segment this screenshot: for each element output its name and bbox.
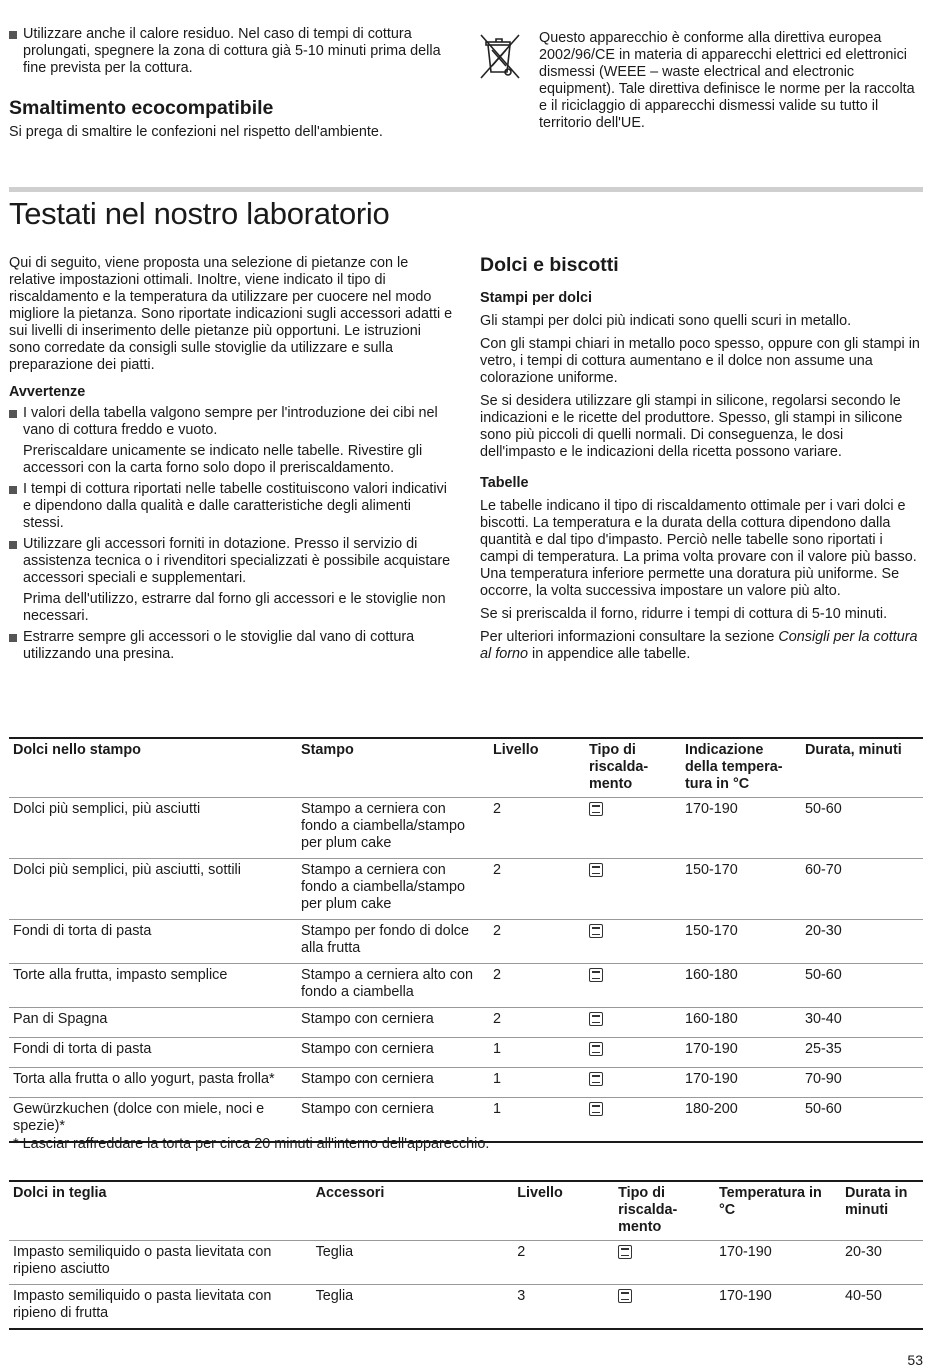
table1-cell-duration: 20-30 [801, 920, 923, 964]
table1-cell-heating [585, 1098, 681, 1143]
table1-row [9, 798, 923, 859]
table1-cell-dish: Torta alla frutta o allo yogurt, pasta frolla* [9, 1068, 297, 1098]
table1-row [9, 859, 923, 920]
disposal-text: Si prega di smaltire le confezioni nel rispetto dell'ambiente. [9, 124, 383, 140]
intro-paragraph: Qui di seguito, viene proposta una selezione di pietanze con le relative impostazioni ottimali. Inoltre, viene indicato il tipo di riscaldamento e la temperatura da utilizzare per cuocere nel modo migliore la pietanza. Sono riportate indicazioni sugli accessori adatti e sui livelli di inserimento delle pietanze più opportuni. Le istruzioni sono corredate da consigli sulle stoviglie da utilizzare e sulla preparazione dei piatti. [9, 255, 453, 373]
table1-cell-level: 2 [489, 798, 585, 859]
table2-cell-heating [614, 1241, 715, 1285]
table2-cell-level: 3 [513, 1285, 614, 1330]
tables-paragraph-2: Se si preriscalda il forno, ridurre i tempi di cottura di 5-10 minuti. [480, 606, 888, 622]
table1-cell-duration: 30-40 [801, 1008, 923, 1038]
tins-paragraph-1: Gli stampi per dolci più indicati sono quelli scuri in metallo. [480, 313, 852, 329]
table2-header-dish: Dolci in teglia [9, 1181, 312, 1241]
table2-row [9, 1285, 923, 1330]
left-column [9, 255, 454, 663]
table2-header-heating: Tipo di riscalda-mento [614, 1181, 715, 1241]
table1-cell-level: 2 [489, 859, 585, 920]
top-bottom-heat-icon [589, 1012, 603, 1026]
table1-header-level: Livello [489, 738, 585, 798]
avvertenze-heading: Avvertenze [9, 384, 86, 400]
table1-cell-temperature: 160-180 [681, 964, 801, 1008]
tables-paragraph-1: Le tabelle indicano il tipo di riscaldamento ottimale per i vari dolci e biscotti. La temperatura e la durata della cottura dipendono dalla quantità e dal tipo d'impasto. Perciò nelle tabelle sono riportati i campi di temperatura. La prima volta provare con il valore più basso. Una temperatura inferiore permette una doratura più uniforme. Se occorre, la volta successiva impostare un valore più alto. [480, 498, 917, 599]
table2-header-level: Livello [513, 1181, 614, 1241]
note-bullet-1: I valori della tabella valgono sempre per l'introduzione dei cibi nel vano di cottura freddo e vuoto. [9, 405, 454, 439]
table1-cell-dish: Fondi di torta di pasta [9, 920, 297, 964]
page-number: 53 [907, 1352, 923, 1368]
table1-cell-heating [585, 798, 681, 859]
table2-cell-temperature: 170-190 [715, 1285, 841, 1330]
table2-cell-dish: Impasto semiliquido o pasta lievitata con ripieno asciutto [9, 1241, 312, 1285]
table2-cell-heating [614, 1285, 715, 1330]
cakes-in-tins-table [9, 737, 923, 1143]
table1-cell-temperature: 170-190 [681, 1038, 801, 1068]
table1-cell-temperature: 170-190 [681, 798, 801, 859]
table1-cell-heating [585, 859, 681, 920]
table1-cell-tin: Stampo a cerniera con fondo a ciambella/stampo per plum cake [297, 859, 489, 920]
disposal-heading: Smaltimento ecocompatibile [9, 97, 274, 119]
table2-cell-level: 2 [513, 1241, 614, 1285]
page-title: Testati nel nostro laboratorio [9, 196, 390, 231]
table1-cell-tin: Stampo con cerniera [297, 1008, 489, 1038]
tables-paragraph-3: Per ulteriori informazioni consultare la sezione Consigli per la cottura al forno in appendice alle tabelle. [480, 629, 918, 662]
table1-cell-duration: 50-60 [801, 798, 923, 859]
table1-cell-dish: Dolci più semplici, più asciutti, sottili [9, 859, 297, 920]
table1-cell-duration: 60-70 [801, 859, 923, 920]
top-bottom-heat-icon [589, 1072, 603, 1086]
top-bottom-heat-icon [618, 1289, 632, 1303]
table2-row [9, 1241, 923, 1285]
top-bottom-heat-icon [589, 1042, 603, 1056]
table1-cell-tin: Stampo con cerniera [297, 1038, 489, 1068]
table2-header-temperature: Temperatura in °C [715, 1181, 841, 1241]
table1-header-tin: Stampo [297, 738, 489, 798]
table1-cell-temperature: 150-170 [681, 859, 801, 920]
table2-cell-duration: 40-50 [841, 1285, 923, 1330]
table1-cell-level: 2 [489, 964, 585, 1008]
table2-cell-duration: 20-30 [841, 1241, 923, 1285]
table2-cell-dish: Impasto semiliquido o pasta lievitata con ripieno di frutta [9, 1285, 312, 1330]
table1-cell-heating [585, 920, 681, 964]
section-divider [9, 187, 923, 192]
table1-cell-heating [585, 1038, 681, 1068]
table2-header-accessories: Accessori [312, 1181, 514, 1241]
table1-cell-dish: Fondi di torta di pasta [9, 1038, 297, 1068]
table1-cell-temperature: 150-170 [681, 920, 801, 964]
table1-cell-heating [585, 1008, 681, 1038]
tables-subheading: Tabelle [480, 475, 529, 491]
tins-paragraph-2: Con gli stampi chiari in metallo poco spesso, oppure con gli stampi in vetro, i tempi di cottura aumentano e il dolce non assume una colorazione uniforme. [480, 336, 920, 386]
table1-cell-tin: Stampo per fondo di dolce alla frutta [297, 920, 489, 964]
residual-heat-bullet: Utilizzare anche il calore residuo. Nel caso di tempi di cottura prolungati, spegnere la zona di cottura già 5-10 minuti prima della fine prevista per la cottura. [9, 26, 449, 77]
table2-cell-tin: Teglia [312, 1241, 514, 1285]
table2-cell-temperature: 170-190 [715, 1241, 841, 1285]
table1-cell-dish: Dolci più semplici, più asciutti [9, 798, 297, 859]
table1-cell-tin: Stampo a cerniera alto con fondo a ciambella [297, 964, 489, 1008]
top-bottom-heat-icon [589, 1102, 603, 1116]
table1-footnote: * Lasciar raffreddare la torta per circa 20 minuti all'interno dell'apparecchio. [13, 1136, 490, 1152]
table2-header-duration: Durata in minuti [841, 1181, 923, 1241]
table1-header-duration: Durata, minuti [801, 738, 923, 798]
table1-row [9, 964, 923, 1008]
top-bottom-heat-icon [589, 968, 603, 982]
note-bullet-4: Estrarre sempre gli accessori o le stoviglie dal vano di cottura utilizzando una presina. [9, 629, 454, 663]
table1-cell-level: 2 [489, 920, 585, 964]
note-bullet-1-extra: Preriscaldare unicamente se indicato nelle tabelle. Rivestire gli accessori con la carta forno solo dopo il preriscaldamento. [23, 443, 423, 476]
table1-cell-level: 1 [489, 1038, 585, 1068]
table1-cell-dish: Pan di Spagna [9, 1008, 297, 1038]
top-bottom-heat-icon [618, 1245, 632, 1259]
table1-cell-dish: Torte alla frutta, impasto semplice [9, 964, 297, 1008]
cross-reference: Consigli per la cottura al forno [480, 629, 918, 662]
table1-header-heating: Tipo di riscalda-mento [585, 738, 681, 798]
table1-header-dish: Dolci nello stampo [9, 738, 297, 798]
baking-tins-subheading: Stampi per dolci [480, 290, 592, 306]
table1-cell-temperature: 180-200 [681, 1098, 801, 1143]
table1-cell-duration: 25-35 [801, 1038, 923, 1068]
top-bottom-heat-icon [589, 924, 603, 938]
cakes-heading: Dolci e biscotti [480, 254, 619, 276]
table1-row [9, 1008, 923, 1038]
note-bullet-3: Utilizzare gli accessori forniti in dotazione. Presso il servizio di assistenza tecnica o i rivenditori specializzati è possibile acquistare accessori speciali e supplementari. [9, 536, 454, 587]
table1-cell-level: 2 [489, 1008, 585, 1038]
table1-row [9, 1038, 923, 1068]
table1-cell-duration: 50-60 [801, 1098, 923, 1143]
table1-cell-tin: Stampo con cerniera [297, 1098, 489, 1143]
top-bottom-heat-icon [589, 802, 603, 816]
table1-cell-level: 1 [489, 1098, 585, 1143]
crossed-out-wheelie-bin-icon [478, 30, 522, 82]
top-left-block [9, 26, 449, 141]
table1-cell-duration: 50-60 [801, 964, 923, 1008]
table1-cell-heating [585, 1068, 681, 1098]
note-bullet-2: I tempi di cottura riportati nelle tabelle costituiscono valori indicativi e dipendono dalla qualità e dalle caratteristiche degli alimenti stessi. [9, 481, 454, 532]
cakes-on-trays-table [9, 1180, 923, 1330]
table1-row [9, 1068, 923, 1098]
table1-cell-dish: Gewürzkuchen (dolce con miele, noci e spezie)* [9, 1098, 297, 1143]
right-column [480, 254, 920, 663]
table2-cell-tin: Teglia [312, 1285, 514, 1330]
note-bullet-3-extra: Prima dell'utilizzo, estrarre dal forno gli accessori e le stoviglie non necessari. [23, 591, 446, 624]
weee-text: Questo apparecchio è conforme alla direttiva europea 2002/96/CE in materia di apparecchi elettrici ed elettronici dismessi (WEEE – waste electrical and electronic equipment). Tale direttiva definisce le norme per la raccolta e il riciclaggio di apparecchi dismessi valide su tutto il territorio dell'UE. [539, 30, 915, 131]
tins-paragraph-3: Se si desidera utilizzare gli stampi in silicone, regolarsi secondo le indicazioni e le ricette del produttore. Spesso, gli stampi in silicone sono più piccoli di quelli normali. Di conseguenza, le dosi dell'impasto e le indicazioni della ricetta possono variare. [480, 393, 903, 460]
table1-cell-tin: Stampo a cerniera con fondo a ciambella/stampo per plum cake [297, 798, 489, 859]
table1-header-temperature: Indicazione della tempera-tura in °C [681, 738, 801, 798]
table1-cell-temperature: 160-180 [681, 1008, 801, 1038]
table1-cell-heating [585, 964, 681, 1008]
table1-cell-level: 1 [489, 1068, 585, 1098]
top-bottom-heat-icon [589, 863, 603, 877]
table1-row [9, 920, 923, 964]
table1-cell-temperature: 170-190 [681, 1068, 801, 1098]
table1-cell-duration: 70-90 [801, 1068, 923, 1098]
table1-cell-tin: Stampo con cerniera [297, 1068, 489, 1098]
